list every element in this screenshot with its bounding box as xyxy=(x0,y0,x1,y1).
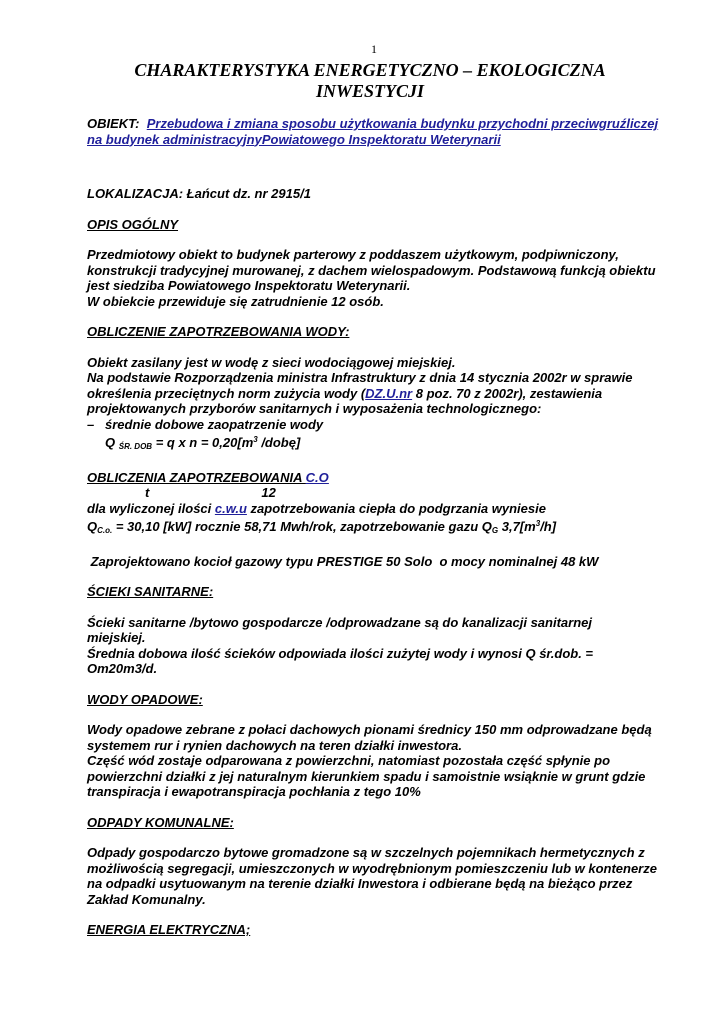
opis-line: Przedmiotowy obiekt to budynek parterowy z poddaszem użytkowym, podpiwniczony, xyxy=(87,247,619,262)
energia-heading: ENERGIA ELEKTRYCZNA; xyxy=(87,922,251,937)
document-body xyxy=(87,116,687,938)
odpady-line: na odpadki usytuowanym na terenie działki Inwestora i odbierane będą na bieżąco przez xyxy=(87,876,633,891)
title-line-2: INWESTYCJI xyxy=(315,81,425,101)
scieki-line: Om20m3/d. xyxy=(87,661,158,676)
opis-line: jest siedziba Powiatowego Inspektoratu Weterynarii. xyxy=(87,278,411,293)
obiekt-label: OBIEKT: xyxy=(87,116,140,131)
woda-line: Na podstawie Rozporządzenia ministra Infrastruktury z dnia 14 stycznia 2002r w sprawie xyxy=(87,370,633,385)
dzu-link[interactable]: DZ.U.nr xyxy=(365,385,413,401)
wody-opadowe-line: systemem rur i rynien dachowych na teren działki inwestora. xyxy=(87,737,462,753)
wody-opadowe-line: Wody opadowe zebrane z połaci dachowych pionami średnicy 150 mm odprowadzane będą xyxy=(87,722,652,737)
wody-opadowe-heading: WODY OPADOWE: xyxy=(87,691,203,707)
wody-opadowe-line: transpiracja i ewapotranspiracja pochłania z tego 10% xyxy=(87,784,421,799)
woda-heading: OBLICZENIE ZAPOTRZEBOWANIA WODY: xyxy=(87,324,350,339)
scieki-line: Średnia dobowa ilość ścieków odpowiada ilości zużytej wody i wynosi Q śr.dob. = xyxy=(87,645,594,661)
woda-line: Obiekt zasilany jest w wodę z sieci wodociągowej miejskiej. xyxy=(87,354,456,370)
wody-opadowe-line: powierzchni działki z jej naturalnym kierunkiem spadu i samoistnie wsiąknie w grunt gdzie xyxy=(87,768,646,784)
woda-line: określenia przeciętnych norm zużycia wody (DZ.U.nr 8 poz. 70 z 2002r), zestawienia xyxy=(87,385,603,401)
cwu-link[interactable]: c.w.u xyxy=(214,500,247,516)
dash-bullet: – xyxy=(87,416,95,432)
co-formula: $Q_{C.o.} = 30,10$ [kW] rocznie 58,71 Mwh/rok, zapotrzebowanie gazu $Q_G$ $3,7[m^3/h]$ xyxy=(87,519,557,535)
opis-line: konstrukcji tradycyjnej murowanej, z dachem wielospadowym. Podstawową funkcją obiektu xyxy=(87,262,656,278)
odpady-heading: ODPADY KOMUNALNE: xyxy=(87,814,234,830)
obiekt-link-1[interactable]: Przebudowa i zmiana sposobu użytkowania budynku przychodni przeciwgruźliczej xyxy=(146,116,659,131)
co-link[interactable]: C.O xyxy=(305,469,329,485)
document-title xyxy=(110,60,630,102)
co-heading: OBLICZENIA ZAPOTRZEBOWANIA C.O xyxy=(87,469,329,485)
odpady-line: Odpady gospodarczo bytowe gromadzone są w szczelnych pojemnikach hermetycznych z xyxy=(87,845,645,860)
opis-heading: OPIS OGÓLNY xyxy=(87,216,179,232)
woda-formula: Q $_{ŚR. DOB}$ = q x $n = 0,20[m^3$ /dobę] xyxy=(105,435,301,451)
scieki-line: miejskiej. xyxy=(87,630,146,645)
opis-line: W obiekcie przewiduje się zatrudnienie 12 osób. xyxy=(87,293,384,309)
obiekt-link-2[interactable]: na budynek administracyjnyPowiatowego Inspektoratu Weterynarii xyxy=(87,131,501,147)
title-line-1: CHARAKTERYSTYKA ENERGETYCZNO – EKOLOGICZNA xyxy=(134,60,606,80)
woda-line: projektowanych przyborów sanitarnych i wyposażenia technologicznego: xyxy=(87,401,542,416)
wody-opadowe-line: Część wód zostaje odparowana z powierzchni, natomiast pozostała część spłynie po xyxy=(87,753,611,768)
obiekt-line-2 xyxy=(87,132,687,148)
woda-bullet: – średnie dobowe zaopatrzenie wody xyxy=(87,416,324,432)
scieki-line: Ścieki sanitarne /bytowo gospodarcze /odprowadzane są do kanalizacji sanitarnej xyxy=(87,614,592,630)
odpady-line: Zakład Komunalny. xyxy=(87,891,206,907)
co-line: dla wyliczonej ilości c.w.u zapotrzebowania ciepła do podgrzania wyniesie xyxy=(87,500,546,516)
co-t-line: t 12 xyxy=(145,485,276,500)
kociol-line: Zaprojektowano kocioł gazowy typu PRESTIGE 50 Solo o mocy nominalnej 48 kW xyxy=(87,553,599,569)
page-number: 1 xyxy=(371,42,377,56)
scieki-heading: ŚCIEKI SANITARNE: xyxy=(87,584,214,599)
obiekt-line-1 xyxy=(87,116,687,132)
odpady-line: możliwością segregacji, umieszczonych w wyodrębnionym pomieszczeniu lub w kontenerze xyxy=(87,860,657,876)
lokalizacja: LOKALIZACJA: Łańcut dz. nr 2915/1 xyxy=(87,186,311,201)
